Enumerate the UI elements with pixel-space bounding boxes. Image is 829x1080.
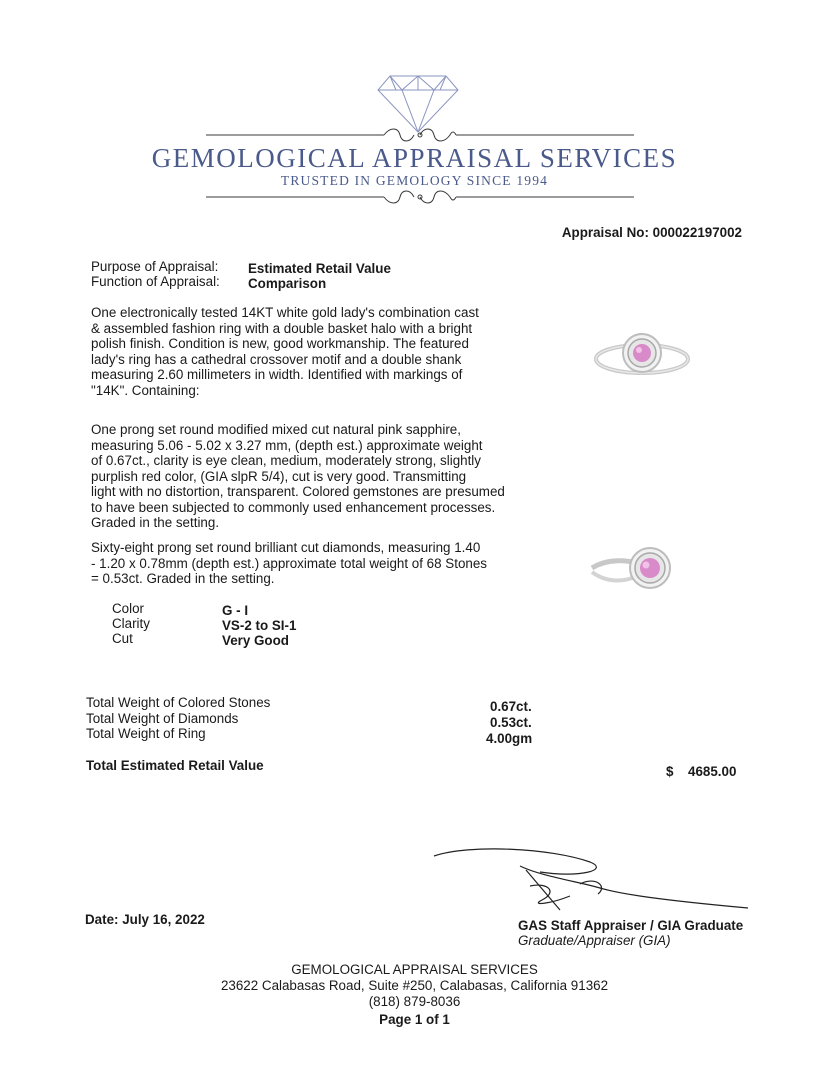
description-line: = 0.53ct. Graded in the setting.: [91, 571, 275, 586]
company-tagline: TRUSTED IN GEMOLOGY SINCE 1994: [280, 173, 549, 188]
description-line: One prong set round modified mixed cut natural pink sapphire,: [91, 422, 461, 437]
description-line: & assembled fashion ring with a double basket halo with a bright: [91, 320, 473, 336]
purpose-value: Estimated Retail Value: [248, 261, 391, 276]
ring-photo-angle: [588, 538, 688, 598]
page-number: Page 1 of 1: [379, 1012, 450, 1027]
description-line: polish finish. Condition is new, good workmanship. The featured: [91, 336, 469, 351]
logo: [0, 0, 829, 215]
footer-company: GEMOLOGICAL APPRAISAL SERVICES: [291, 962, 538, 977]
grade-clarity-value: VS-2 to SI-1: [222, 618, 297, 633]
footer-address: 23622 Calabasas Road, Suite #250, Calabasas, California 91362: [220, 978, 609, 993]
grade-clarity-label: Clarity: [112, 616, 150, 631]
diamonds-description: [91, 540, 531, 587]
purpose-label: Purpose of Appraisal:: [91, 259, 219, 274]
grade-color-label: Color: [112, 601, 144, 616]
total-diamonds-value: 0.53ct.: [490, 715, 532, 730]
total-colored-label: Total Weight of Colored Stones: [86, 695, 271, 710]
footer-phone: (818) 879-8036: [368, 994, 461, 1009]
function-label: Function of Appraisal:: [91, 274, 220, 289]
appraiser-signature: [430, 842, 750, 912]
retail-amount: 4685.00: [688, 764, 737, 779]
bottom-flourish-divider: [206, 188, 634, 206]
date: Date: July 16, 2022: [85, 912, 205, 927]
description-line: measuring 5.06 - 5.02 x 3.27 mm, (depth est.) approximate weight: [91, 437, 483, 453]
grade-cut-value: Very Good: [222, 633, 289, 648]
ring-photo-front: [592, 325, 692, 385]
appraisal-number: Appraisal No: 000022197002: [561, 225, 742, 240]
description-line: Sixty-eight prong set round brilliant cut diamonds, measuring 1.40: [91, 540, 481, 555]
retail-value-label: Total Estimated Retail Value: [86, 758, 264, 773]
top-flourish-divider: [206, 126, 634, 144]
grade-cut-label: Cut: [112, 631, 133, 646]
function-value: Comparison: [248, 276, 327, 291]
description-line: - 1.20 x 0.78mm (depth est.) approximate total weight of 68 Stones: [91, 555, 487, 571]
description-line: purplish red color, (GIA slpR 5/4), cut is very good. Transmitting: [91, 468, 467, 484]
total-ring-value: 4.00gm: [486, 731, 533, 746]
description-line: of 0.67ct., clarity is eye clean, medium, moderately strong, slightly: [91, 453, 481, 468]
appraiser-subtitle: Graduate/Appraiser (GIA): [518, 933, 671, 948]
description-line: Graded in the setting.: [91, 515, 220, 530]
total-ring-label: Total Weight of Ring: [86, 726, 206, 741]
total-colored-value: 0.67ct.: [490, 699, 532, 714]
grade-color-value: G - I: [222, 603, 249, 618]
total-diamonds-label: Total Weight of Diamonds: [86, 711, 239, 726]
description-line: to have been subjected to commonly used enhancement processes.: [91, 499, 496, 515]
ring-description: [91, 305, 531, 398]
appraiser-title: GAS Staff Appraiser / GIA Graduate: [518, 918, 744, 933]
description-line: lady's ring has a cathedral crossover motif and a double shank: [91, 351, 462, 367]
sapphire-description: [91, 422, 531, 531]
company-name: GEMOLOGICAL APPRAISAL SERVICES: [151, 143, 678, 173]
description-line: light with no distortion, transparent. Colored gemstones are presumed: [91, 484, 505, 499]
description-line: One electronically tested 14KT white gold lady's combination cast: [91, 305, 479, 320]
diamond-icon: [376, 72, 460, 134]
retail-currency: $: [666, 764, 674, 779]
description-line: measuring 2.60 millimeters in width. Identified with markings of: [91, 367, 463, 382]
description-line: "14K". Containing:: [91, 382, 200, 398]
